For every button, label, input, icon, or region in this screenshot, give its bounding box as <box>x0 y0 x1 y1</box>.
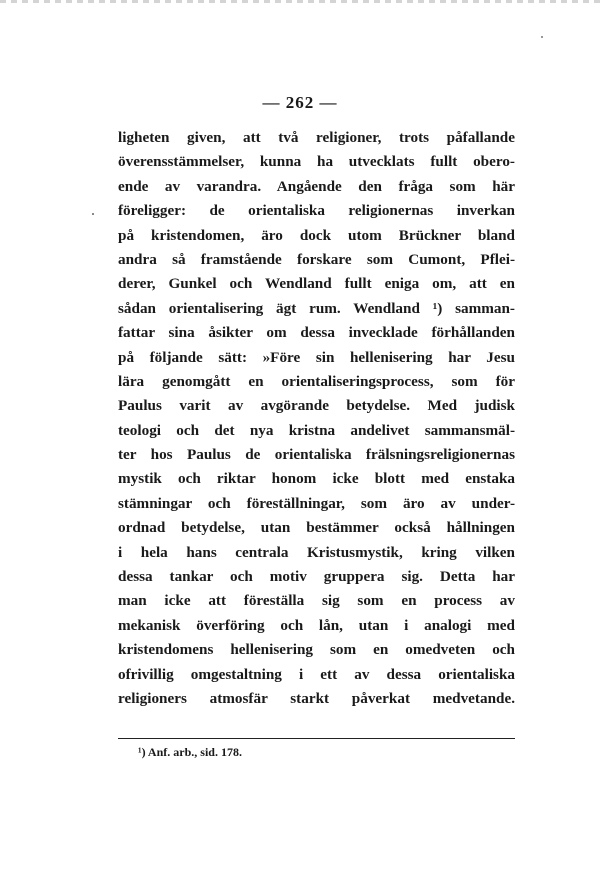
text-line: man icke att föreställa sig som en process av <box>118 592 515 610</box>
scan-speck <box>541 36 543 38</box>
text-line: mystik och riktar honom icke blott med enstaka <box>118 470 515 488</box>
text-line: ofrivillig omgestaltning i ett av dessa orientaliska <box>118 665 515 683</box>
scan-speck <box>92 213 94 215</box>
text-line: föreligger: de orientaliska religionernas inverkan <box>118 202 515 220</box>
text-line: derer, Gunkel och Wendland fullt eniga om, att en <box>118 275 515 293</box>
text-line: teologi och det nya kristna andelivet sammansmäl- <box>118 421 515 439</box>
text-line: ende av varandra. Angående den fråga som här <box>118 177 515 195</box>
text-line: överensstämmelser, kunna ha utvecklats fullt obero- <box>118 153 515 171</box>
text-line: i hela hans centrala Kristusmystik, kring vilken <box>118 543 515 561</box>
text-line: sådan orientalisering ägt rum. Wendland ¹) samman- <box>118 299 515 317</box>
text-line: mekanisk överföring och lån, utan i analogi med <box>118 616 515 634</box>
text-line: stämningar och föreställningar, som äro av under- <box>118 494 515 512</box>
text-line: Paulus varit av avgörande betydelse. Med judisk <box>118 397 515 415</box>
text-line: lära genomgått en orientaliseringsprocess, som för <box>118 372 515 390</box>
footnote-rule <box>118 738 515 739</box>
text-line: fattar sina åsikter om dessa invecklade förhållanden <box>118 324 515 342</box>
body-text <box>118 126 515 711</box>
page-number: — 262 — <box>262 93 338 112</box>
text-line: ligheten given, att två religioner, trots påfallande <box>118 129 515 146</box>
footnote: ¹) Anf. arb., sid. 178. <box>138 745 242 759</box>
text-line: på kristendomen, äro dock utom Brückner bland <box>118 226 515 244</box>
text-line: ordnad betydelse, utan bestämmer också hållningen <box>118 519 515 537</box>
text-line: dessa tankar och motiv gruppera sig. Detta har <box>118 568 515 586</box>
text-line: religioners atmosfär starkt påverkat medvetande. <box>118 689 515 707</box>
text-line: ter hos Paulus de orientaliska frälsningsreligionernas <box>118 446 515 464</box>
text-line: andra så framstående forskare som Cumont, Pflei- <box>118 250 515 268</box>
text-line: på följande sätt: »Före sin hellenisering har Jesu <box>118 348 515 366</box>
text-line: kristendomens hellenisering som en omedveten och <box>118 641 515 659</box>
scan-edge <box>0 0 600 3</box>
